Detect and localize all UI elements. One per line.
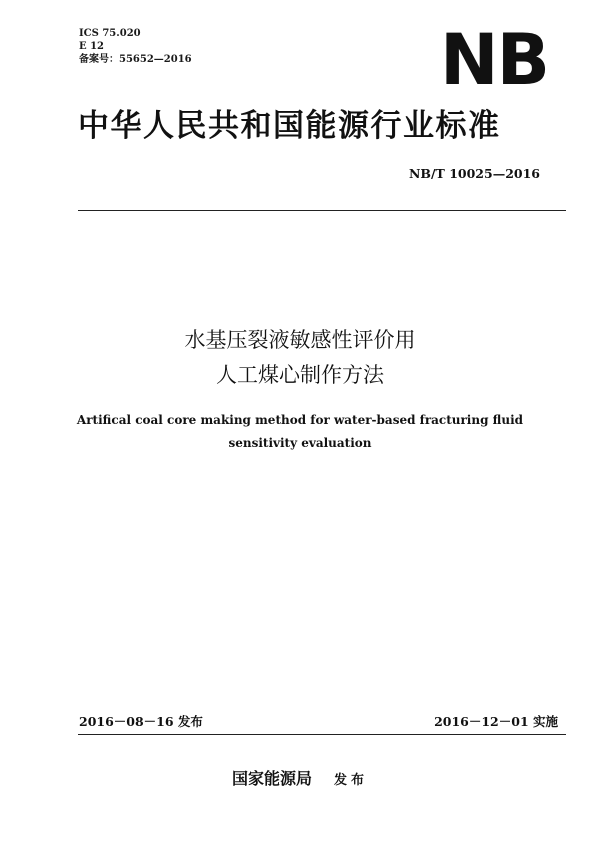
issuer-action: 发布 [334,773,369,788]
filing-number: 备案号：55652—2016 [79,54,192,65]
issuing-authority [0,766,600,789]
standard-category-title: 中华人民共和国能源行业标准 [78,108,501,144]
issue-date: 2016－08－16 发布 [79,714,203,729]
bottom-divider [78,734,566,735]
top-divider [78,210,566,211]
issuer-name: 国家能源局 [231,769,312,788]
ics-code: ICS 75.020 [79,28,141,39]
implementation-date: 2016－12－01 实施 [434,714,558,729]
chinese-title-line-2: 人工煤心制作方法 [216,363,384,387]
ccs-code: E 12 [79,41,105,52]
standard-number: NB/T 10025—2016 [409,166,540,181]
english-title-line-2: sensitivity evaluation [228,436,372,450]
english-title-line-1: Artifical coal core making method for water-based fracturing fluid [76,413,524,427]
chinese-title-line-1: 水基压裂液敏感性评价用 [184,328,416,352]
nb-logo: NB [440,19,548,101]
